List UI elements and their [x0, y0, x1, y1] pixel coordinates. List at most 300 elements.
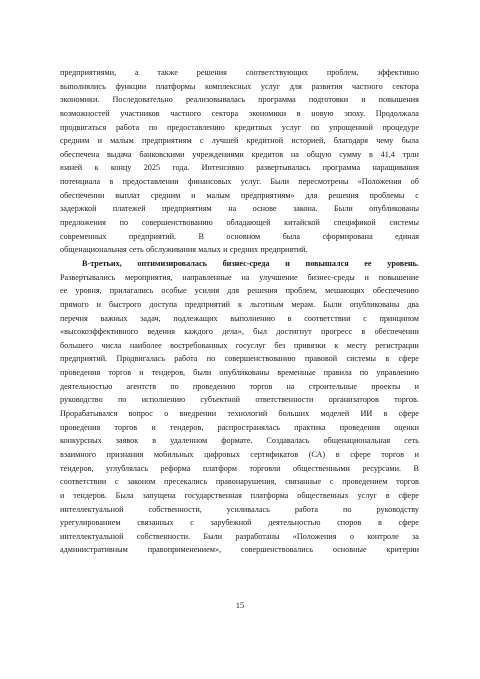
word: предприятиями,: [60, 68, 117, 77]
word: торгов: [108, 368, 132, 378]
word: «Положения: [357, 177, 402, 187]
text-line: [60, 393, 419, 407]
word: экономики: [248, 108, 287, 118]
word: Продвигалась: [116, 354, 165, 364]
word: сектора: [392, 81, 419, 91]
word: процедуре: [382, 122, 419, 132]
word: в: [377, 518, 382, 528]
word: проблемы: [369, 190, 405, 200]
word: работа: [115, 122, 140, 132]
word: привязки: [293, 340, 326, 350]
text-line: [60, 421, 419, 435]
word: новую: [311, 108, 334, 118]
word: 41,4: [380, 149, 395, 159]
word: задержкой: [60, 204, 97, 214]
word: услуг: [281, 122, 302, 132]
word: конкурсных: [60, 436, 102, 446]
word: сфере: [398, 354, 419, 364]
word: опубликованы: [369, 204, 419, 214]
word: перечня: [60, 313, 88, 323]
word: общенациональная: [60, 245, 127, 255]
word: по: [206, 354, 216, 364]
word: также: [157, 68, 178, 77]
word: ИИ: [360, 409, 373, 419]
word: доступа: [149, 299, 177, 309]
word: руководство: [60, 395, 103, 405]
word: повышался: [305, 258, 349, 268]
word: по: [359, 368, 369, 378]
word: комплексных: [205, 81, 252, 91]
text-line: [60, 161, 419, 175]
word: большего: [60, 340, 94, 350]
text-line: [60, 284, 419, 298]
word: бизнес-среды: [307, 272, 355, 282]
word: мобильных: [153, 449, 194, 459]
text-line: [60, 121, 419, 135]
word: в: [109, 177, 114, 187]
word: на: [286, 381, 295, 391]
word: предприятиям: [141, 136, 192, 146]
word: с: [329, 477, 334, 487]
word: Были: [323, 299, 342, 309]
word: основе: [252, 204, 277, 214]
word: функции: [115, 81, 147, 91]
word: Были: [203, 531, 223, 541]
text-line: [60, 243, 419, 257]
word: платежей: [112, 204, 146, 214]
word: обеспечению: [372, 286, 419, 296]
word: заявок: [115, 436, 139, 446]
word: решения: [328, 190, 359, 200]
word: сумму: [339, 149, 362, 159]
word: были: [193, 368, 212, 378]
word: в: [335, 449, 340, 459]
word: основные: [332, 545, 367, 555]
word: решения: [247, 286, 278, 296]
word: льготным: [249, 299, 284, 309]
word: выдача: [106, 149, 132, 159]
word: соответствии: [60, 477, 107, 487]
word: связанные: [285, 477, 322, 487]
text-line: [60, 216, 419, 230]
word: платформ: [202, 463, 237, 473]
word: повышение: [378, 272, 419, 282]
word: В: [413, 463, 419, 473]
word: агентств: [126, 381, 157, 391]
word: в: [368, 149, 373, 159]
word: кредитной: [246, 136, 284, 146]
word: кредитов: [251, 149, 284, 159]
word: чему: [376, 136, 394, 146]
word: бизнес-среда: [222, 258, 270, 268]
word: торговли: [249, 463, 281, 473]
word: законом: [127, 477, 156, 487]
word: критерии: [386, 545, 419, 555]
word: с: [114, 477, 119, 487]
word: дела»,: [222, 327, 244, 337]
word: к: [237, 299, 242, 309]
word: важных: [100, 313, 128, 323]
text-line: [60, 148, 419, 162]
word: прилагались: [109, 286, 154, 296]
word: практика: [294, 422, 326, 432]
text-line: [60, 202, 419, 216]
word: по: [343, 504, 352, 514]
text-line: [60, 80, 419, 94]
word: совершенствовались: [240, 545, 313, 555]
word: Была: [115, 490, 134, 500]
word: пресекались: [164, 477, 208, 487]
word: уровень.: [387, 258, 419, 268]
word: работа: [174, 354, 198, 364]
word: платформа: [250, 490, 289, 500]
word: опубликованы: [219, 368, 270, 378]
text-line: [60, 516, 419, 530]
word: обеспечении: [60, 190, 105, 200]
word: общественных: [297, 490, 349, 500]
word: и: [364, 272, 369, 282]
word: и: [191, 190, 196, 200]
text-line: [60, 366, 419, 380]
body-text: [60, 66, 419, 557]
word: была: [401, 136, 419, 146]
word: оценки: [394, 422, 419, 432]
word: признания: [106, 449, 144, 459]
word: цифровых: [204, 449, 240, 459]
word: выполнению: [230, 313, 275, 323]
word: Были: [270, 177, 289, 187]
word: быстрого: [108, 299, 142, 309]
word: предложения: [60, 218, 106, 228]
word: решения: [196, 68, 227, 77]
word: в: [385, 490, 390, 500]
word: спецификой: [333, 218, 376, 228]
text-line: [60, 530, 419, 544]
word: ответственности: [255, 395, 314, 405]
text-line: [60, 107, 419, 121]
word: больших: [278, 409, 310, 419]
word: участников: [120, 108, 160, 118]
word: единая: [395, 231, 419, 241]
word: мероприятия,: [125, 272, 173, 282]
word: основном: [226, 231, 261, 241]
word: упрощенной: [328, 122, 373, 132]
word: продвигаться: [60, 122, 107, 132]
word: госуслуг: [235, 340, 266, 350]
word: трлн: [402, 149, 419, 159]
word: совершенствованию: [224, 354, 296, 364]
word: удаленном: [170, 436, 208, 446]
word: с: [199, 136, 204, 146]
word: «Положения: [292, 531, 337, 541]
word: в: [296, 108, 301, 118]
word: оптимизировалась: [137, 258, 207, 268]
word: в: [152, 436, 157, 446]
word: и: [139, 368, 144, 378]
word: сформирована: [322, 231, 373, 241]
word: эффективно: [377, 68, 419, 77]
word: и: [60, 490, 65, 500]
word: сеть: [404, 436, 419, 446]
word: правила: [323, 368, 352, 378]
word: исполнению: [141, 395, 186, 405]
word: собственности.: [136, 531, 191, 541]
word: предприятиям»: [240, 190, 295, 200]
word: лучшей: [211, 136, 239, 146]
word: наиболее: [129, 340, 162, 350]
word: усилия: [194, 286, 220, 296]
word: а: [134, 68, 139, 77]
word: интеллектуальной: [60, 504, 124, 514]
word: малым: [110, 136, 134, 146]
word: ресурсами.: [362, 463, 401, 473]
text-line: [60, 93, 419, 107]
word: проведения: [339, 422, 380, 432]
word: к: [334, 340, 339, 350]
word: возможностей: [60, 108, 110, 118]
word: по: [310, 122, 320, 132]
word: «высокоэффективного: [60, 327, 139, 337]
word: взаимного: [60, 449, 97, 459]
word: для: [305, 190, 318, 200]
word: правоприменением»,: [147, 545, 222, 555]
word: банковскими: [139, 149, 185, 159]
word: юаней: [60, 163, 83, 173]
word: уровня,: [75, 286, 102, 296]
word: организаторов: [328, 395, 379, 405]
word: услуг: [357, 490, 377, 500]
word: историей,: [291, 136, 326, 146]
word: проведения: [60, 422, 101, 432]
word: кредитных: [234, 122, 273, 132]
word: обладающей: [226, 218, 271, 228]
word: был: [253, 327, 267, 337]
word: средних: [229, 245, 259, 255]
word: строительные: [308, 381, 358, 391]
word: месту: [346, 340, 367, 350]
word: в: [287, 313, 292, 323]
text-line: [60, 339, 419, 353]
word: благодаря: [333, 136, 369, 146]
word: была: [282, 231, 301, 241]
word: предоставлении: [122, 177, 179, 187]
word: малых: [198, 245, 221, 255]
word: сфере: [350, 449, 371, 459]
word: пересмотрены: [298, 177, 349, 187]
word: Последовательно: [112, 95, 173, 105]
word: принципом: [379, 313, 419, 323]
text-line: [60, 175, 419, 189]
word: формате.: [221, 436, 253, 446]
word: 2025: [143, 163, 161, 173]
word: для: [289, 81, 302, 91]
word: руководству: [376, 504, 419, 514]
word: сеть: [129, 245, 144, 255]
text-line: [60, 312, 419, 326]
word: концу: [110, 163, 132, 173]
word: управлению: [376, 368, 419, 378]
word: и: [97, 136, 102, 146]
word: распространялась: [217, 422, 280, 432]
word: контроле: [367, 531, 399, 541]
word: каждого: [184, 327, 213, 337]
word: в: [361, 327, 366, 337]
word: ее: [364, 258, 372, 268]
word: частного: [352, 81, 383, 91]
word: запущена: [142, 490, 176, 500]
word: правонарушения,: [215, 477, 277, 487]
word: в: [385, 354, 390, 364]
word: по: [170, 381, 179, 391]
text-line: [60, 434, 419, 448]
word: сфере: [398, 518, 419, 528]
word: наращивания: [372, 163, 419, 173]
word: китайской: [284, 218, 320, 228]
word: проведению: [192, 381, 236, 391]
word: углублялась: [105, 463, 148, 473]
word: средним: [150, 190, 181, 200]
word: числа: [101, 340, 122, 350]
word: повышения: [378, 95, 419, 105]
word: собственности,: [148, 504, 202, 514]
word: года.: [172, 163, 190, 173]
word: Продолжала: [375, 108, 419, 118]
word: улучшение: [259, 272, 298, 282]
word: малым: [206, 190, 230, 200]
word: об: [410, 177, 419, 187]
word: ведения: [147, 327, 175, 337]
word: урегулированием: [60, 518, 121, 528]
word: проекты: [371, 381, 401, 391]
word: эпоху.: [344, 108, 366, 118]
word: услуг.: [240, 177, 261, 187]
word: учреждениями: [192, 149, 244, 159]
word: зарубежной: [210, 518, 252, 528]
word: и: [223, 245, 228, 255]
word: мешающих: [325, 286, 365, 296]
word: общенациональная: [323, 436, 391, 446]
word: предоставлению: [167, 122, 225, 132]
word: по: [119, 218, 129, 228]
word: подготовки: [308, 95, 349, 105]
word: прямого: [60, 299, 89, 309]
word: предприятий.: [260, 245, 308, 255]
word: предприятий: [184, 299, 231, 309]
word: Были: [334, 204, 353, 214]
word: В-третьих,: [82, 258, 122, 268]
text-line: [60, 407, 419, 421]
word: по: [148, 122, 158, 132]
text-line: [60, 462, 419, 476]
word: на: [290, 149, 299, 159]
word: технологий: [227, 409, 268, 419]
word: системы: [389, 218, 419, 228]
word: без: [274, 340, 286, 350]
word: сфере: [398, 490, 419, 500]
word: торгов: [114, 422, 138, 432]
word: для: [227, 286, 240, 296]
word: проблем,: [285, 286, 318, 296]
word: реформа: [160, 463, 191, 473]
word: за: [412, 531, 419, 541]
word: два: [407, 299, 419, 309]
text-line: [60, 475, 419, 489]
word: Прорабатывался: [60, 409, 118, 419]
word: закона.: [292, 204, 318, 214]
text-line: [60, 352, 419, 366]
text-line: [60, 298, 419, 312]
word: соответствии: [304, 313, 351, 323]
text-line: [60, 380, 419, 394]
word: и: [414, 381, 419, 391]
word: вопрос: [128, 409, 153, 419]
word: с: [190, 518, 194, 528]
word: соответствующих: [245, 68, 308, 77]
word: к: [94, 163, 99, 173]
word: правовой: [304, 354, 338, 364]
word: опубликованы: [349, 299, 400, 309]
text-line: [60, 543, 419, 557]
word: тендеров,: [60, 463, 94, 473]
word: предприятий.: [60, 354, 108, 364]
word: обеспечении: [374, 327, 419, 337]
word: средним: [60, 136, 90, 146]
word: проведением: [342, 477, 388, 487]
word: совершенствованию: [141, 218, 213, 228]
word: тендеров,: [169, 422, 204, 432]
word: направленные: [182, 272, 232, 282]
word: финансовых: [188, 177, 232, 187]
word: интеллектуальной: [60, 531, 124, 541]
word: Развертывались: [60, 272, 116, 282]
word: выполнялись: [60, 81, 106, 91]
word: предприятиям: [162, 204, 212, 214]
word: В: [198, 231, 204, 241]
word: в: [383, 409, 388, 419]
word: мерам.: [291, 299, 316, 309]
word: развертывалась: [256, 163, 311, 173]
word: общую: [306, 149, 332, 159]
word: обслуживания: [146, 245, 196, 255]
word: и: [414, 449, 419, 459]
word: споров: [337, 518, 362, 528]
word: временные: [277, 368, 316, 378]
word: о: [349, 531, 354, 541]
word: на: [228, 204, 237, 214]
text-line: [60, 134, 419, 148]
word: реализовывалась: [185, 95, 246, 105]
word: деятельностью: [60, 381, 113, 391]
word: особые: [161, 286, 187, 296]
text-line: [60, 325, 419, 339]
word: программа: [258, 95, 296, 105]
word: потенциала: [60, 177, 101, 187]
page-number: 15: [235, 600, 245, 610]
word: программа: [322, 163, 361, 173]
word: сектора: [211, 108, 239, 118]
text-line: [60, 189, 419, 203]
text-line: [60, 489, 419, 503]
word: Создавалась: [266, 436, 310, 446]
word: обеспечена: [60, 149, 100, 159]
section-heading-line: [60, 257, 419, 271]
word: и: [285, 258, 290, 268]
word: задач,: [140, 313, 161, 323]
word: Интенсивно: [201, 163, 244, 173]
word: и: [96, 299, 102, 309]
word: частного: [170, 108, 201, 118]
word: торгов: [381, 449, 404, 459]
